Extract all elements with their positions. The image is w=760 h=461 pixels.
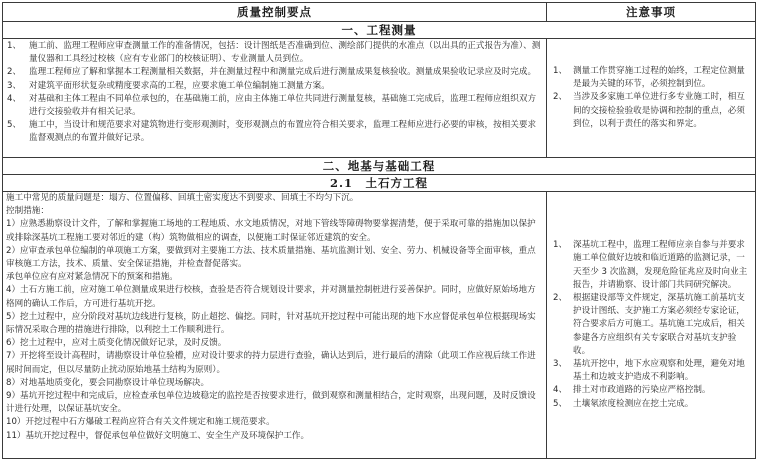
list-item: 4、 对基础和主体工程由不同单位承包的，在基础施工前，应由主体施工单位共同进行测量复核，基础施工完成后，监理工程师应组织双方进行交接验收并有相关记录。	[7, 93, 537, 118]
earthwork-control-points	[3, 192, 547, 459]
paragraph: 1）应熟悉勘察设计文件，了解和掌握施工场地的工程地质、水文地质情况，对地下管线等障碍物要掌握清楚，便于采取可靠的措施加以保护或排除深基坑工程施工要对邻近的建（构）筑物做相应的调查，以便施工时保证邻近建筑的安全。	[6, 219, 536, 243]
note-item: 1、 测量工作贯穿施工过程的始终，工程定位测量是最为关键的环节，必须控制到位。	[553, 65, 745, 90]
header-row	[3, 3, 756, 22]
paragraph: 9）基坑开挖过程中和完成后，应检查承包单位边坡稳定的监控是否按要求进行，做到观察和测量相结合，定时观察，出现问题，及时反馈设计进行处理，以保证基坑安全。	[6, 391, 536, 415]
paragraph: 施工中常见的质量问题是：塌方、位置偏移、回填土密实度达不到要求、回填土不均匀下沉。	[6, 193, 359, 203]
paragraph: 11）基坑开挖过程中，督促承包单位做好文明施工、安全生产及环境保护工作。	[6, 430, 310, 441]
note-item: 1、 深基坑工程中，监理工程师应亲自参与并要求施工单位做好边坡和临近道路的监测记录，一天至少 3 次监测，发现危险征兆应及时向业主报告，并请勘察、设计部门共同研究解决。	[553, 240, 748, 290]
list-item: 1、 施工前、监理工程师应审查测量工作的准备情况，包括：设计图纸是否准确到位、测绘部门提供的水准点（以出具的正式报告为准）、测量仪器和工具经过校核（应有专业部门的校核证明）、专业测量人员到位。	[7, 41, 541, 65]
surveying-body-row	[3, 39, 756, 158]
quality-control-table	[2, 2, 756, 459]
note-item: 4、 排土对市政道路的污染应严格控制。	[553, 385, 711, 396]
paragraph: 2）应审查承包单位编制的单项施工方案，要做到对主要施工方法、技术质量措施、基坑监测计划、安全、劳力、机械设备等全面审核，重点审核施工方法，技术、质量、安全保证措施，并检查督促落实。	[6, 245, 536, 270]
subsection-title-earthwork: 2.1 土石方工程	[3, 175, 756, 192]
list-item: 5、 施工中，当设计和规范要求对建筑物进行变形观测时，变形观测点的布置应符合相关要求，监理工程师应进行必要的审核，按相关要求监督观测点的布置并做好记录。	[7, 120, 537, 144]
note-item: 3、 基坑开挖中，地下水应观察和处理，避免对地基土和边坡支护造成不利影响。	[553, 359, 745, 383]
earthwork-body-row	[3, 192, 756, 459]
quality-control-document	[2, 2, 755, 459]
section-row-foundation	[3, 158, 756, 175]
subsection-row-earthwork	[3, 175, 756, 192]
surveying-notes	[547, 39, 756, 158]
paragraph: 7）开挖将至设计高程时，请勘察设计单位验槽，应对设计要求的持力层进行查验，确认达到后，进行最后的清除（此项工作应视后续工作进展时间而定，但以尽量防止扰动原始地基土结构为原则）。	[6, 351, 536, 375]
list-item: 2、 监理工程师应了解和掌握本工程测量相关数据，并在测量过程中和测量完成后进行测量成果复核验收。测量成果验收记录应及时完成。	[7, 67, 537, 78]
surveying-control-points	[3, 39, 547, 158]
paragraph: 5）挖土过程中，应分阶段对基坑边线进行复核，防止超挖、偏挖。同时，针对基坑开挖过程中可能出现的地下水应督促承包单位根据现场实际情况采取合理的措施进行排除，以利挖土工作顺利进行。	[6, 311, 536, 336]
paragraph: 承包单位应有应对紧急情况下的预案和措施。	[6, 272, 178, 283]
note-item: 2、 根据建设部等文件规定，深基坑施工前基坑支护设计图纸、支护施工方案必须经专家论证，符合要求后方可施工。基坑施工完成后，相关参建各方应组织有关专家联合对基坑支护验收。	[553, 292, 745, 356]
paragraph: 10）开挖过程中石方爆破工程尚应符合有关文件规定和施工规范要求。	[6, 417, 275, 428]
section-title-surveying: 一、工程测量	[3, 22, 756, 39]
list-item: 3、 对建筑平面形状复杂或精度要求高的工程，应要求施工单位编制施工测量方案。	[7, 80, 330, 91]
paragraph: 控制措施：	[6, 206, 49, 217]
earthwork-notes	[547, 192, 756, 459]
paragraph: 4）土石方施工前，应对施工单位测量成果进行校核，查验是否符合规划设计要求，并对测量控制桩进行妥善保护。同时，应做好原始场地方格网的确认工作后，方可进行基坑开挖。	[6, 285, 536, 309]
header-notes: 注意事项	[547, 3, 756, 22]
section-row-surveying	[3, 22, 756, 39]
note-item: 2、 当涉及多家施工单位进行多专业施工时，相互间的交接检验验收是协调和控制的重点，必须到位，以利于责任的落实和界定。	[553, 92, 745, 129]
note-item: 5、 土壤氡浓度检测应在挖土完成。	[553, 398, 694, 409]
section-title-foundation: 二、地基与基础工程	[3, 158, 756, 175]
paragraph: 8）对地基地质变化，要会同勘察设计单位现场解决。	[6, 377, 210, 388]
paragraph: 6）挖土过程中，应对土质变化情况做好记录，及时反馈。	[6, 338, 227, 349]
header-quality-control-points: 质量控制要点	[3, 3, 547, 22]
